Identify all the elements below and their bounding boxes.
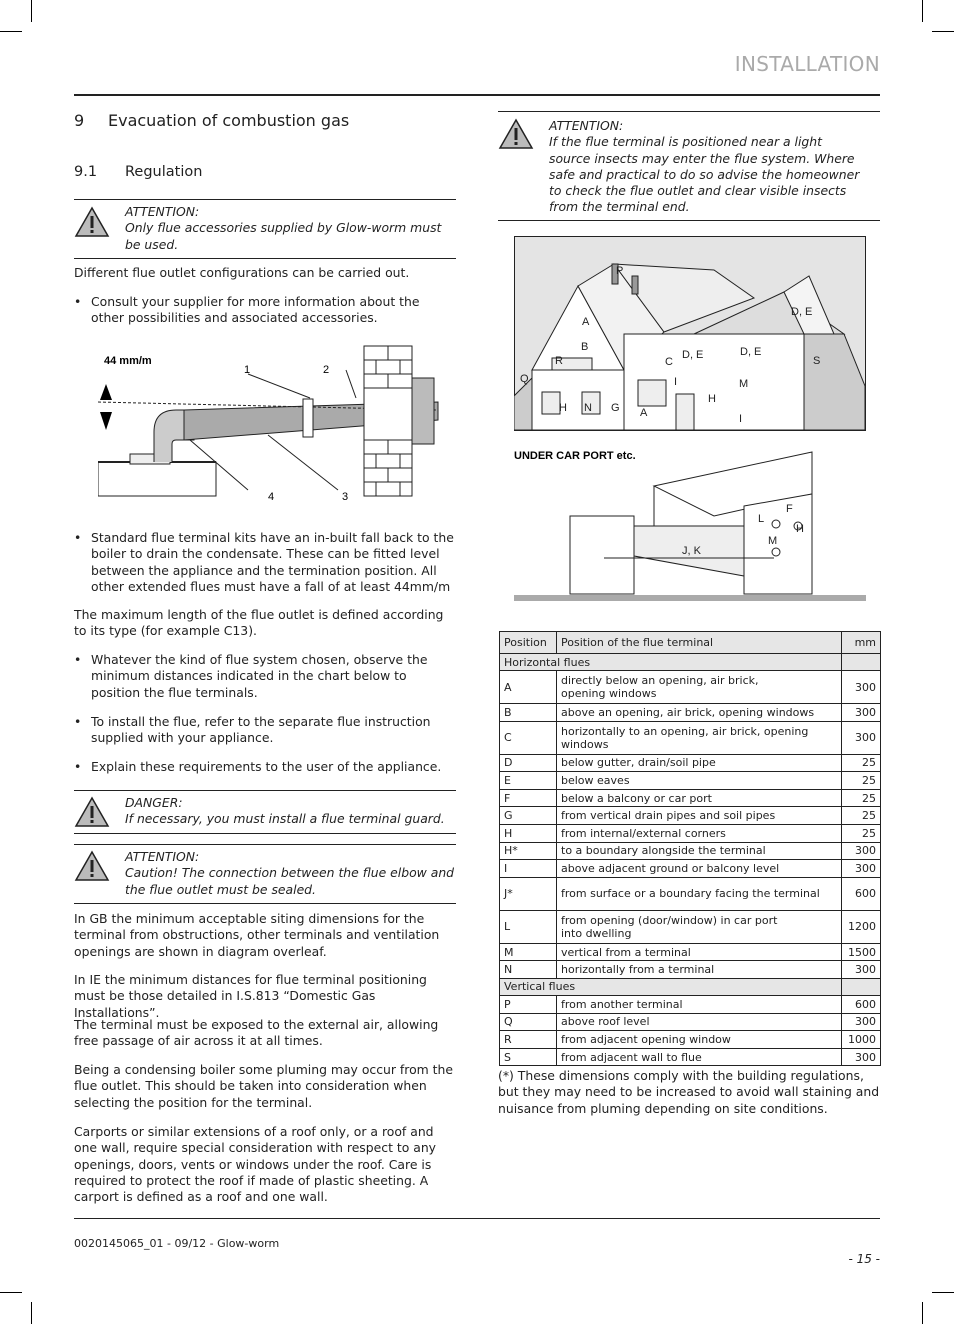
table-cell-position: F bbox=[500, 789, 557, 807]
label-DE-2: D, E bbox=[740, 346, 762, 358]
table-cell-mm: 300 bbox=[842, 1048, 881, 1066]
table-group-row bbox=[500, 654, 881, 671]
danger-text: If necessary, you must install a flue terminal guard. bbox=[125, 811, 445, 827]
table-cell-position: A bbox=[500, 671, 557, 704]
paragraph: Being a condensing boiler some pluming may occur from the flue outlet. This should be taken into consideration when selecting the position for the terminal. bbox=[74, 1062, 454, 1110]
footer-rule bbox=[74, 1218, 880, 1219]
table-cell-description: to a boundary alongside the terminal bbox=[557, 842, 842, 860]
table-cell-position: H* bbox=[500, 842, 557, 860]
table-cell-mm: 25 bbox=[842, 772, 881, 790]
callout-2: 2 bbox=[323, 364, 330, 376]
table-header-mm: mm bbox=[842, 632, 881, 654]
carport-label-JK: J, K bbox=[682, 545, 701, 557]
paragraph: The terminal must be exposed to the external air, allowing free passage of air across it at all times. bbox=[74, 1017, 439, 1049]
table-row bbox=[500, 807, 881, 825]
attention-text: If the flue terminal is positioned near a light source insects may enter the flue system. Where safe and practical to do so advise the homeowner to check the flue outlet and clear visible insects from the terminal end. bbox=[549, 134, 860, 215]
attention-text: Caution! The connection between the flue elbow and the flue outlet must be sealed. bbox=[125, 865, 455, 897]
table-row bbox=[500, 754, 881, 772]
table-cell-mm: 300 bbox=[842, 721, 881, 754]
danger-triangle-icon bbox=[74, 796, 110, 828]
terminal-positions-house-figure bbox=[514, 236, 866, 431]
crop-mark bbox=[31, 0, 32, 22]
danger-title: DANGER: bbox=[125, 795, 183, 810]
table-cell-description: above adjacent ground or balcony level bbox=[557, 860, 842, 878]
paragraph: In GB the minimum acceptable siting dimensions for the terminal from obstructions, other terminals and ventilation openings are shown in diagram overleaf. bbox=[74, 911, 440, 959]
table-cell-description: vertical from a terminal bbox=[557, 943, 842, 961]
table-cell-mm: 300 bbox=[842, 961, 881, 979]
warning-triangle-icon bbox=[74, 850, 110, 882]
crop-mark bbox=[0, 1292, 22, 1293]
table-cell-mm: 300 bbox=[842, 671, 881, 704]
table-cell-position: I bbox=[500, 860, 557, 878]
chapter-title: Evacuation of combustion gas bbox=[108, 111, 350, 130]
table-cell-position: E bbox=[500, 772, 557, 790]
table-cell-mm: 25 bbox=[842, 824, 881, 842]
table-cell-position: L bbox=[500, 910, 557, 943]
bullet-item: • Explain these requirements to the user of the appliance. bbox=[74, 759, 456, 775]
footnote: (*) These dimensions comply with the building regulations, but they may need to be increased to avoid wall staining and nuisance from pluming depending on site conditions. bbox=[498, 1068, 880, 1116]
table-cell-position: N bbox=[500, 961, 557, 979]
crop-mark bbox=[922, 1302, 923, 1324]
document-code: 0020145065_01 - 09/12 - Glow-worm bbox=[74, 1237, 280, 1250]
label-C: C bbox=[665, 356, 673, 368]
subsection-title: Regulation bbox=[125, 164, 203, 180]
table-cell-description: from adjacent wall to flue bbox=[557, 1048, 842, 1066]
table-row bbox=[500, 1031, 881, 1049]
header-rule bbox=[74, 94, 880, 96]
table-cell-description: directly below an opening, air brick, opening windows bbox=[557, 671, 842, 704]
table-cell-mm: 300 bbox=[842, 842, 881, 860]
label-H: H bbox=[708, 393, 716, 405]
table-group-blank bbox=[842, 654, 881, 671]
label-G: G bbox=[611, 402, 620, 414]
table-cell-mm: 25 bbox=[842, 807, 881, 825]
label-DE-1: D, E bbox=[682, 349, 704, 361]
carport-label-F: F bbox=[786, 503, 793, 515]
label-DE-3: D, E bbox=[791, 306, 813, 318]
attention-text: Only flue accessories supplied by Glow-worm must be used. bbox=[125, 220, 442, 252]
table-cell-mm: 300 bbox=[842, 1013, 881, 1031]
paragraph: Carports or similar extensions of a roof only, or a roof and one wall, require special consideration with respect to any openings, doors, vents or windows under the roof. Care is required to protect the roof if made of plastic sheeting. A carport is defined as a roof and one wall. bbox=[74, 1124, 437, 1205]
table-cell-mm: 600 bbox=[842, 995, 881, 1013]
table-cell-position: R bbox=[500, 1031, 557, 1049]
callout-1: 1 bbox=[244, 364, 251, 376]
attention-box-seal bbox=[74, 844, 456, 904]
table-cell-position: B bbox=[500, 704, 557, 722]
table-cell-mm: 25 bbox=[842, 754, 881, 772]
table-cell-mm: 600 bbox=[842, 877, 881, 910]
table-row bbox=[500, 995, 881, 1013]
crop-mark bbox=[932, 31, 954, 32]
label-B: B bbox=[581, 341, 589, 353]
table-group-label: Vertical flues bbox=[500, 978, 842, 995]
table-header-position: Position bbox=[500, 632, 557, 654]
table-row bbox=[500, 671, 881, 704]
table-cell-mm: 25 bbox=[842, 789, 881, 807]
page-number: - 15 - bbox=[848, 1252, 880, 1266]
slope-label: 44 mm/m bbox=[104, 355, 152, 367]
paragraph: Different flue outlet configurations can be carried out. bbox=[74, 265, 410, 280]
table-cell-position: P bbox=[500, 995, 557, 1013]
carport-label-M: M bbox=[768, 535, 778, 547]
table-cell-mm: 300 bbox=[842, 860, 881, 878]
table-cell-position: H bbox=[500, 824, 557, 842]
label-N: N bbox=[584, 402, 592, 414]
table-header-description: Position of the flue terminal bbox=[557, 632, 842, 654]
label-R: R bbox=[555, 355, 563, 367]
crop-mark bbox=[0, 31, 22, 32]
table-group-blank bbox=[842, 978, 881, 995]
warning-triangle-icon bbox=[74, 206, 110, 238]
table-cell-position: D bbox=[500, 754, 557, 772]
carport-label-H: H bbox=[796, 523, 804, 535]
table-cell-description: from another terminal bbox=[557, 995, 842, 1013]
paragraph: The maximum length of the flue outlet is defined according to its type (for example C13). bbox=[74, 607, 444, 639]
table-row bbox=[500, 842, 881, 860]
table-row bbox=[500, 943, 881, 961]
table-cell-description: from surface or a boundary facing the terminal bbox=[557, 877, 842, 910]
bullet-item: • Whatever the kind of flue system chosen, observe the minimum distances indicated in the chart below to position the flue terminals. bbox=[74, 652, 456, 701]
table-cell-description: above roof level bbox=[557, 1013, 842, 1031]
label-S: S bbox=[813, 355, 821, 367]
paragraph: In IE the minimum distances for flue terminal positioning must be those detailed in I.S.813 “Domestic Gas Installations”. bbox=[74, 972, 427, 1020]
table-row bbox=[500, 704, 881, 722]
table-cell-mm: 1000 bbox=[842, 1031, 881, 1049]
table-cell-position: M bbox=[500, 943, 557, 961]
table-cell-position: S bbox=[500, 1048, 557, 1066]
danger-box bbox=[74, 790, 456, 834]
label-H-2: H bbox=[559, 402, 567, 414]
subsection-number: 9.1 bbox=[74, 164, 98, 180]
table-cell-description: below gutter, drain/soil pipe bbox=[557, 754, 842, 772]
table-cell-description: horizontally to an opening, air brick, opening windows bbox=[557, 721, 842, 754]
table-group-label: Horizontal flues bbox=[500, 654, 842, 671]
attention-box-insects bbox=[498, 111, 880, 221]
crop-mark bbox=[922, 0, 923, 22]
label-Q: Q bbox=[520, 373, 529, 385]
chapter-number: 9 bbox=[74, 111, 85, 130]
crop-mark bbox=[31, 1302, 32, 1324]
table-cell-position: C bbox=[500, 721, 557, 754]
attention-title: ATTENTION: bbox=[549, 118, 624, 133]
bullet-item: • To install the flue, refer to the separate flue instruction supplied with your appliance. bbox=[74, 714, 456, 747]
table-row bbox=[500, 824, 881, 842]
table-row bbox=[500, 961, 881, 979]
table-row bbox=[500, 1048, 881, 1066]
callout-3: 3 bbox=[342, 491, 349, 503]
attention-title: ATTENTION: bbox=[125, 849, 200, 864]
label-I-2: I bbox=[674, 376, 678, 388]
table-group-row bbox=[500, 978, 881, 995]
section-title: INSTALLATION bbox=[734, 52, 880, 76]
distances-table bbox=[499, 631, 881, 1066]
table-cell-mm: 1200 bbox=[842, 910, 881, 943]
attention-title: ATTENTION: bbox=[125, 204, 200, 219]
label-A-2: A bbox=[640, 407, 648, 419]
carport-label-L: L bbox=[758, 513, 765, 525]
table-cell-description: horizontally from a terminal bbox=[557, 961, 842, 979]
table-row bbox=[500, 860, 881, 878]
table-row bbox=[500, 721, 881, 754]
table-cell-description: below a balcony or car port bbox=[557, 789, 842, 807]
callout-4: 4 bbox=[268, 491, 275, 503]
label-P: P bbox=[616, 265, 624, 277]
table-row bbox=[500, 789, 881, 807]
table-body bbox=[500, 654, 881, 1066]
table-cell-description: from vertical drain pipes and soil pipes bbox=[557, 807, 842, 825]
table-cell-position: G bbox=[500, 807, 557, 825]
table-cell-mm: 1500 bbox=[842, 943, 881, 961]
flue-installation-figure bbox=[98, 340, 448, 510]
table-cell-mm: 300 bbox=[842, 704, 881, 722]
table-row bbox=[500, 910, 881, 943]
table-cell-description: from adjacent opening window bbox=[557, 1031, 842, 1049]
table-cell-position: Q bbox=[500, 1013, 557, 1031]
table-cell-description: from opening (door/window) in car port into dwelling bbox=[557, 910, 842, 943]
table-cell-description: below eaves bbox=[557, 772, 842, 790]
carport-figure bbox=[514, 446, 866, 606]
table-row bbox=[500, 1013, 881, 1031]
bullet-item: • Standard flue terminal kits have an in-built fall back to the boiler to drain the condensate. These can be fitted level between the appliance and the termination position. All other extended flues must have a fall of at least 44mm/m bbox=[74, 530, 456, 595]
table-cell-position: J* bbox=[500, 877, 557, 910]
table-row bbox=[500, 772, 881, 790]
label-M: M bbox=[739, 378, 749, 390]
label-A: A bbox=[582, 316, 590, 328]
crop-mark bbox=[932, 1292, 954, 1293]
label-I: I bbox=[739, 413, 743, 425]
bullet-item: • Consult your supplier for more information about the other possibilities and associated accessories. bbox=[74, 294, 456, 327]
table-cell-description: from internal/external corners bbox=[557, 824, 842, 842]
attention-box-accessories bbox=[74, 199, 456, 259]
table-cell-description: above an opening, air brick, opening windows bbox=[557, 704, 842, 722]
table-row bbox=[500, 877, 881, 910]
warning-triangle-icon bbox=[498, 118, 534, 150]
carport-title: UNDER CAR PORT etc. bbox=[514, 450, 636, 462]
